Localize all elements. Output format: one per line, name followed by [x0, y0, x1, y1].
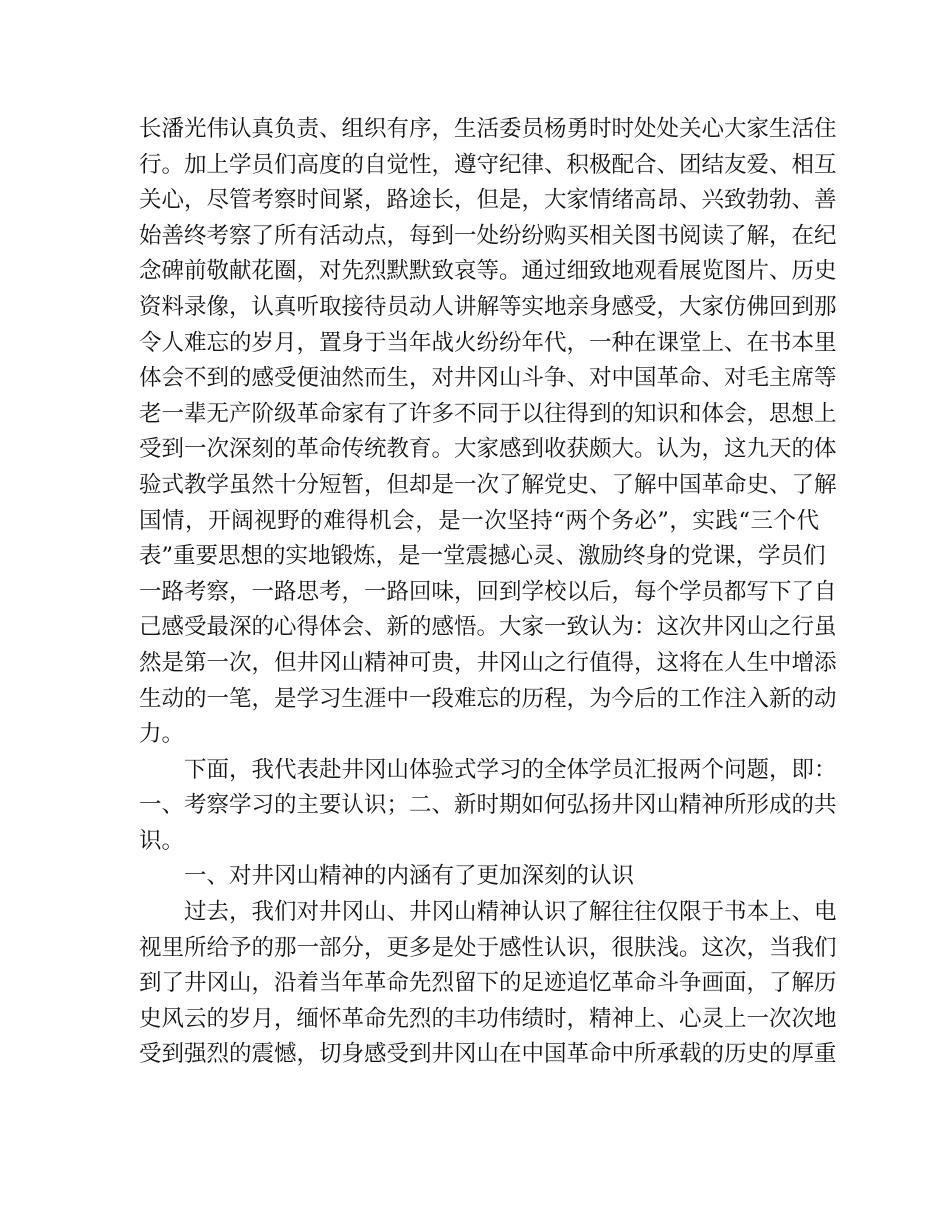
- text-line: 验式教学虽然十分短暂，但却是一次了解党史、了解中国革命史、了解: [139, 471, 837, 498]
- text-line: 然是第一次，但井冈山精神可贵，井冈山之行值得，这将在人生中增添: [139, 649, 837, 676]
- text-line: 行。加上学员们高度的自觉性，遵守纪律、积极配合、团结友爱、相互: [139, 151, 837, 178]
- text-line: 受到一次深刻的革命传统教育。大家感到收获颇大。认为，这九天的体: [139, 436, 837, 463]
- text-line: 一路考察，一路思考，一路回味，回到学校以后，每个学员都写下了自: [139, 578, 837, 605]
- text-line: 史风云的岁月，缅怀革命先烈的丰功伟绩时，精神上、心灵上一次次地: [139, 1005, 837, 1032]
- text-line: 始善终考察了所有活动点，每到一处纷纷购买相关图书阅读了解，在纪: [139, 222, 837, 249]
- text-line: 己感受最深的心得体会、新的感悟。大家一致认为：这次井冈山之行虽: [139, 614, 837, 641]
- text-line: 视里所给予的那一部分，更多是处于感性认识，很肤浅。这次，当我们: [139, 934, 837, 961]
- text-line: 生动的一笔，是学习生涯中一段难忘的历程，为今后的工作注入新的动: [139, 685, 837, 712]
- text-line: 到了井冈山，沿着当年革命先烈留下的足迹追忆革命斗争画面，了解历: [139, 970, 837, 997]
- text-line: 老一辈无产阶级革命家有了许多不同于以往得到的知识和体会，思想上: [139, 400, 837, 427]
- text-line: 下面，我代表赴井冈山体验式学习的全体学员汇报两个问题，即：: [184, 756, 837, 783]
- text-line: 令人难忘的岁月，置身于当年战火纷纷年代，一种在课堂上、在书本里: [139, 329, 837, 356]
- text-line: 念碑前敬献花圈，对先烈默默致哀等。通过细致地观看展览图片、历史: [139, 258, 837, 285]
- text-line: 一、考察学习的主要认识；二、新时期如何弘扬井冈山精神所形成的共: [139, 792, 837, 819]
- text-line: 一、对井冈山精神的内涵有了更加深刻的认识: [184, 863, 635, 890]
- text-line: 表”重要思想的实地锻炼，是一堂震撼心灵、激励终身的党课，学员们: [139, 543, 826, 570]
- text-line: 国情，开阔视野的难得机会，是一次坚持“两个务必”，实践“三个代: [139, 507, 819, 534]
- text-line: 关心，尽管考察时间紧，路途长，但是，大家情绪高昂、兴致勃勃、善: [139, 187, 837, 214]
- text-line: 受到强烈的震憾，切身感受到井冈山在中国革命中所承载的历史的厚重: [139, 1041, 837, 1068]
- text-line: 长潘光伟认真负责、组织有序，生活委员杨勇时时处处关心大家生活住: [139, 116, 837, 142]
- text-line: 资料录像，认真听取接待员动人讲解等实地亲身感受，大家仿佛回到那: [139, 293, 837, 320]
- text-line: 识。: [139, 827, 185, 854]
- body-text: [139, 112, 837, 1073]
- text-line: 力。: [139, 721, 185, 748]
- text-line: 过去，我们对井冈山、井冈山精神认识了解往往仅限于书本上、电: [184, 899, 837, 926]
- text-line: 体会不到的感受便油然而生，对井冈山斗争、对中国革命、对毛主席等: [139, 365, 837, 392]
